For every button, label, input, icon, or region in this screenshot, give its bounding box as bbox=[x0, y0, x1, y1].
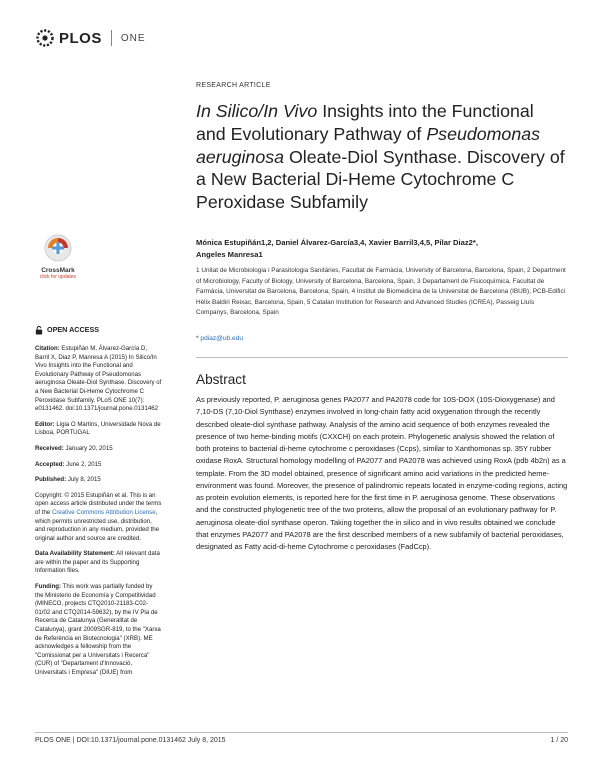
authors-line-2: Angeles Manresa1 bbox=[196, 249, 263, 259]
section-divider bbox=[196, 357, 568, 358]
crossmark-subtitle: click for updates bbox=[39, 274, 77, 280]
author-list bbox=[196, 237, 568, 260]
crossmark-badge[interactable] bbox=[38, 234, 78, 280]
data-availability-block bbox=[35, 550, 162, 576]
copyright-block bbox=[35, 492, 162, 544]
received-label: Received: bbox=[35, 444, 64, 452]
corresponding-star: * bbox=[196, 335, 199, 342]
accepted-label: Accepted: bbox=[35, 460, 65, 468]
citation-block bbox=[35, 345, 162, 414]
abstract-body: As previously reported, P. aeruginosa genes PA2077 and PA2078 code for 10S-DOX (10S-Dioxygenase) and 7,10-DS (7,10-Diol Synthase) enzymes involved in long-chain fatty acid oxygenation through the recently described oleate-diol synthase pathway. Analysis of the amino acid sequence of both enzymes revealed the presence of two heme-binding motifs (CXXCH) on each protein. Phylogenetic analysis showed the relation of both proteins to bacterial di-heme cytochrome c peroxidases (Ccps), similar to Xanthomonas sp. 35Y rubber oxidase RoxA. Structural homology modelling of PA2077 and PA2078 was achieved using RoxA (pdb 4b2n) as a template. From the 3D model obtained, presence of significant amino acid variations in the predicted heme-environment was found. Moreover, the presence of palindromic repeats located in enzyme-coding regions, acting as protein evolution elements, is reported here for the first time in P. aeruginosa genome. These observations and the constructed phylogenetic tree of the two proteins, allow the proposal of an evolutionary pathway for P. aeruginosa oleate-diol synthase operon. Taking together the in silico and in vivo results obtained we conclude that enzymes PA2077 and PA2078 are the first described members of a new subfamily of bacterial peroxidases, designated as Fatty acid-di-heme Cytochrome c peroxidases (FadCcp). bbox=[196, 395, 568, 551]
accepted-block bbox=[35, 461, 162, 470]
plos-logo bbox=[35, 28, 146, 48]
editor-label: Editor: bbox=[35, 420, 55, 428]
open-lock-icon bbox=[35, 326, 43, 335]
logo-divider bbox=[111, 30, 112, 46]
title-part-1: In Silico/In Vivo bbox=[196, 101, 318, 121]
data-availability-text: All relevant data are within the paper and its Supporting Information files. bbox=[35, 550, 160, 575]
open-access-badge bbox=[35, 326, 162, 335]
citation-label: Citation: bbox=[35, 345, 60, 352]
crossmark-icon bbox=[44, 234, 72, 262]
crossmark-title: CrossMark bbox=[41, 267, 75, 274]
published-label: Published: bbox=[35, 476, 67, 484]
footer-divider bbox=[35, 732, 568, 733]
copyright-text-pre: Copyright: © 2015 Estupiñán et al. This is an open access article distributed under the terms of the bbox=[35, 491, 162, 516]
published-date: July 8, 2015 bbox=[67, 476, 101, 484]
editor-text: Ligia O Martins, Universidade Nova de Lisboa, PORTUGAL bbox=[35, 420, 161, 437]
footer-citation: PLOS ONE | DOI:10.1371/journal.pone.0131462 July 8, 2015 bbox=[35, 737, 226, 744]
logo-brand: PLOS bbox=[59, 29, 102, 47]
published-block bbox=[35, 476, 162, 485]
title-part-3: Pseudomonas aeruginosa bbox=[196, 123, 540, 167]
page-number: 1 / 20 bbox=[550, 737, 568, 744]
editor-block bbox=[35, 421, 162, 438]
title-part-4: Oleate-Diol Synthase. Discovery of a New Bacterial Di-Heme Cytochrome C Peroxidase Subfamily bbox=[196, 146, 565, 213]
funding-block bbox=[35, 583, 162, 678]
open-access-label: OPEN ACCESS bbox=[47, 325, 100, 335]
authors-line-1: Mónica Estupiñán1,2, Daniel Álvarez-García3,4, Xavier Barril3,4,5, Pilar Diaz2*, bbox=[196, 238, 478, 247]
abstract-heading: Abstract bbox=[196, 372, 246, 387]
article-type-label: RESEARCH ARTICLE bbox=[196, 82, 271, 89]
corresponding-author bbox=[196, 335, 568, 342]
article-sidebar bbox=[35, 326, 162, 685]
received-date: January 20, 2015 bbox=[65, 444, 113, 452]
accepted-date: June 2, 2015 bbox=[66, 460, 102, 468]
funding-label: Funding: bbox=[35, 583, 62, 591]
copyright-text-post: , which permits unrestricted use, distribution, and reproduction in any medium, provided the original author and source are credited. bbox=[35, 508, 159, 542]
affiliations: 1 Unitat de Microbiologia i Parasitologia Sanitàries, Facultat de Farmàcia, University of Barcelona, Barcelona, Spain, 2 Department of Microbiology, Faculty of Biology, University of Barcelona, Barcelona, Spain, 3 Departament de Fisicoquímica, Facultat de Farmàcia, Universitat de Barcelona, Barcelona, Spain, 4 Institut de Biomedicina de la Universitat de Barcelona (IBUB), PCB-Edifici Hèlix Baldiri Reixac, Barcelona, Spain, 5 Catalan Institution for Research and Advanced Studies (ICREA), Passeig Lluís Companys, Barcelona, Spain bbox=[196, 267, 566, 317]
citation-text: Estupiñán M, Álvarez-García D, Barril X, Diaz P, Manresa A (2015) In Silico/In Vivo Insights into the Functional and Evolutionary Pathway of Pseudomonas aeruginosa Oleate-Diol Synthase. Discovery of a New Bacterial Di-Heme Cytochrome C Peroxidase Subfamily. PLoS ONE 10(7): e0131462. doi:10.1371/journal.pone.0131462 bbox=[35, 345, 162, 413]
title-part-2: Insights into the Functional and Evolutionary Pathway of bbox=[196, 101, 534, 144]
license-link[interactable]: Creative Commons Attribution License bbox=[51, 508, 156, 516]
logo-journal: ONE bbox=[120, 32, 146, 44]
corresponding-email-link[interactable]: pdiaz@ub.edu bbox=[200, 335, 244, 342]
article-title bbox=[196, 100, 568, 214]
received-block bbox=[35, 445, 162, 454]
plos-logo-icon bbox=[35, 28, 55, 48]
data-availability-label: Data Availability Statement: bbox=[35, 550, 115, 558]
funding-text: This work was partially funded by the Ministerio de Economía y Competitividad (MINECO, projects CTQ2010-21183-C02-01/02 and CTQ2014-59632), by the IV Pla de Recerca de Catalunya (Generalitat de Catalunya), grant 2009SGR-819, to the "Xarxa de Referència en Biotecnologia" (XRB). ME acknowledges a fellowship from the "Comissionat per a Universitats i Recerca" (CUR) of "Departament d'Innovació, Universitats i Empresa" (DIUE) from bbox=[35, 583, 161, 676]
